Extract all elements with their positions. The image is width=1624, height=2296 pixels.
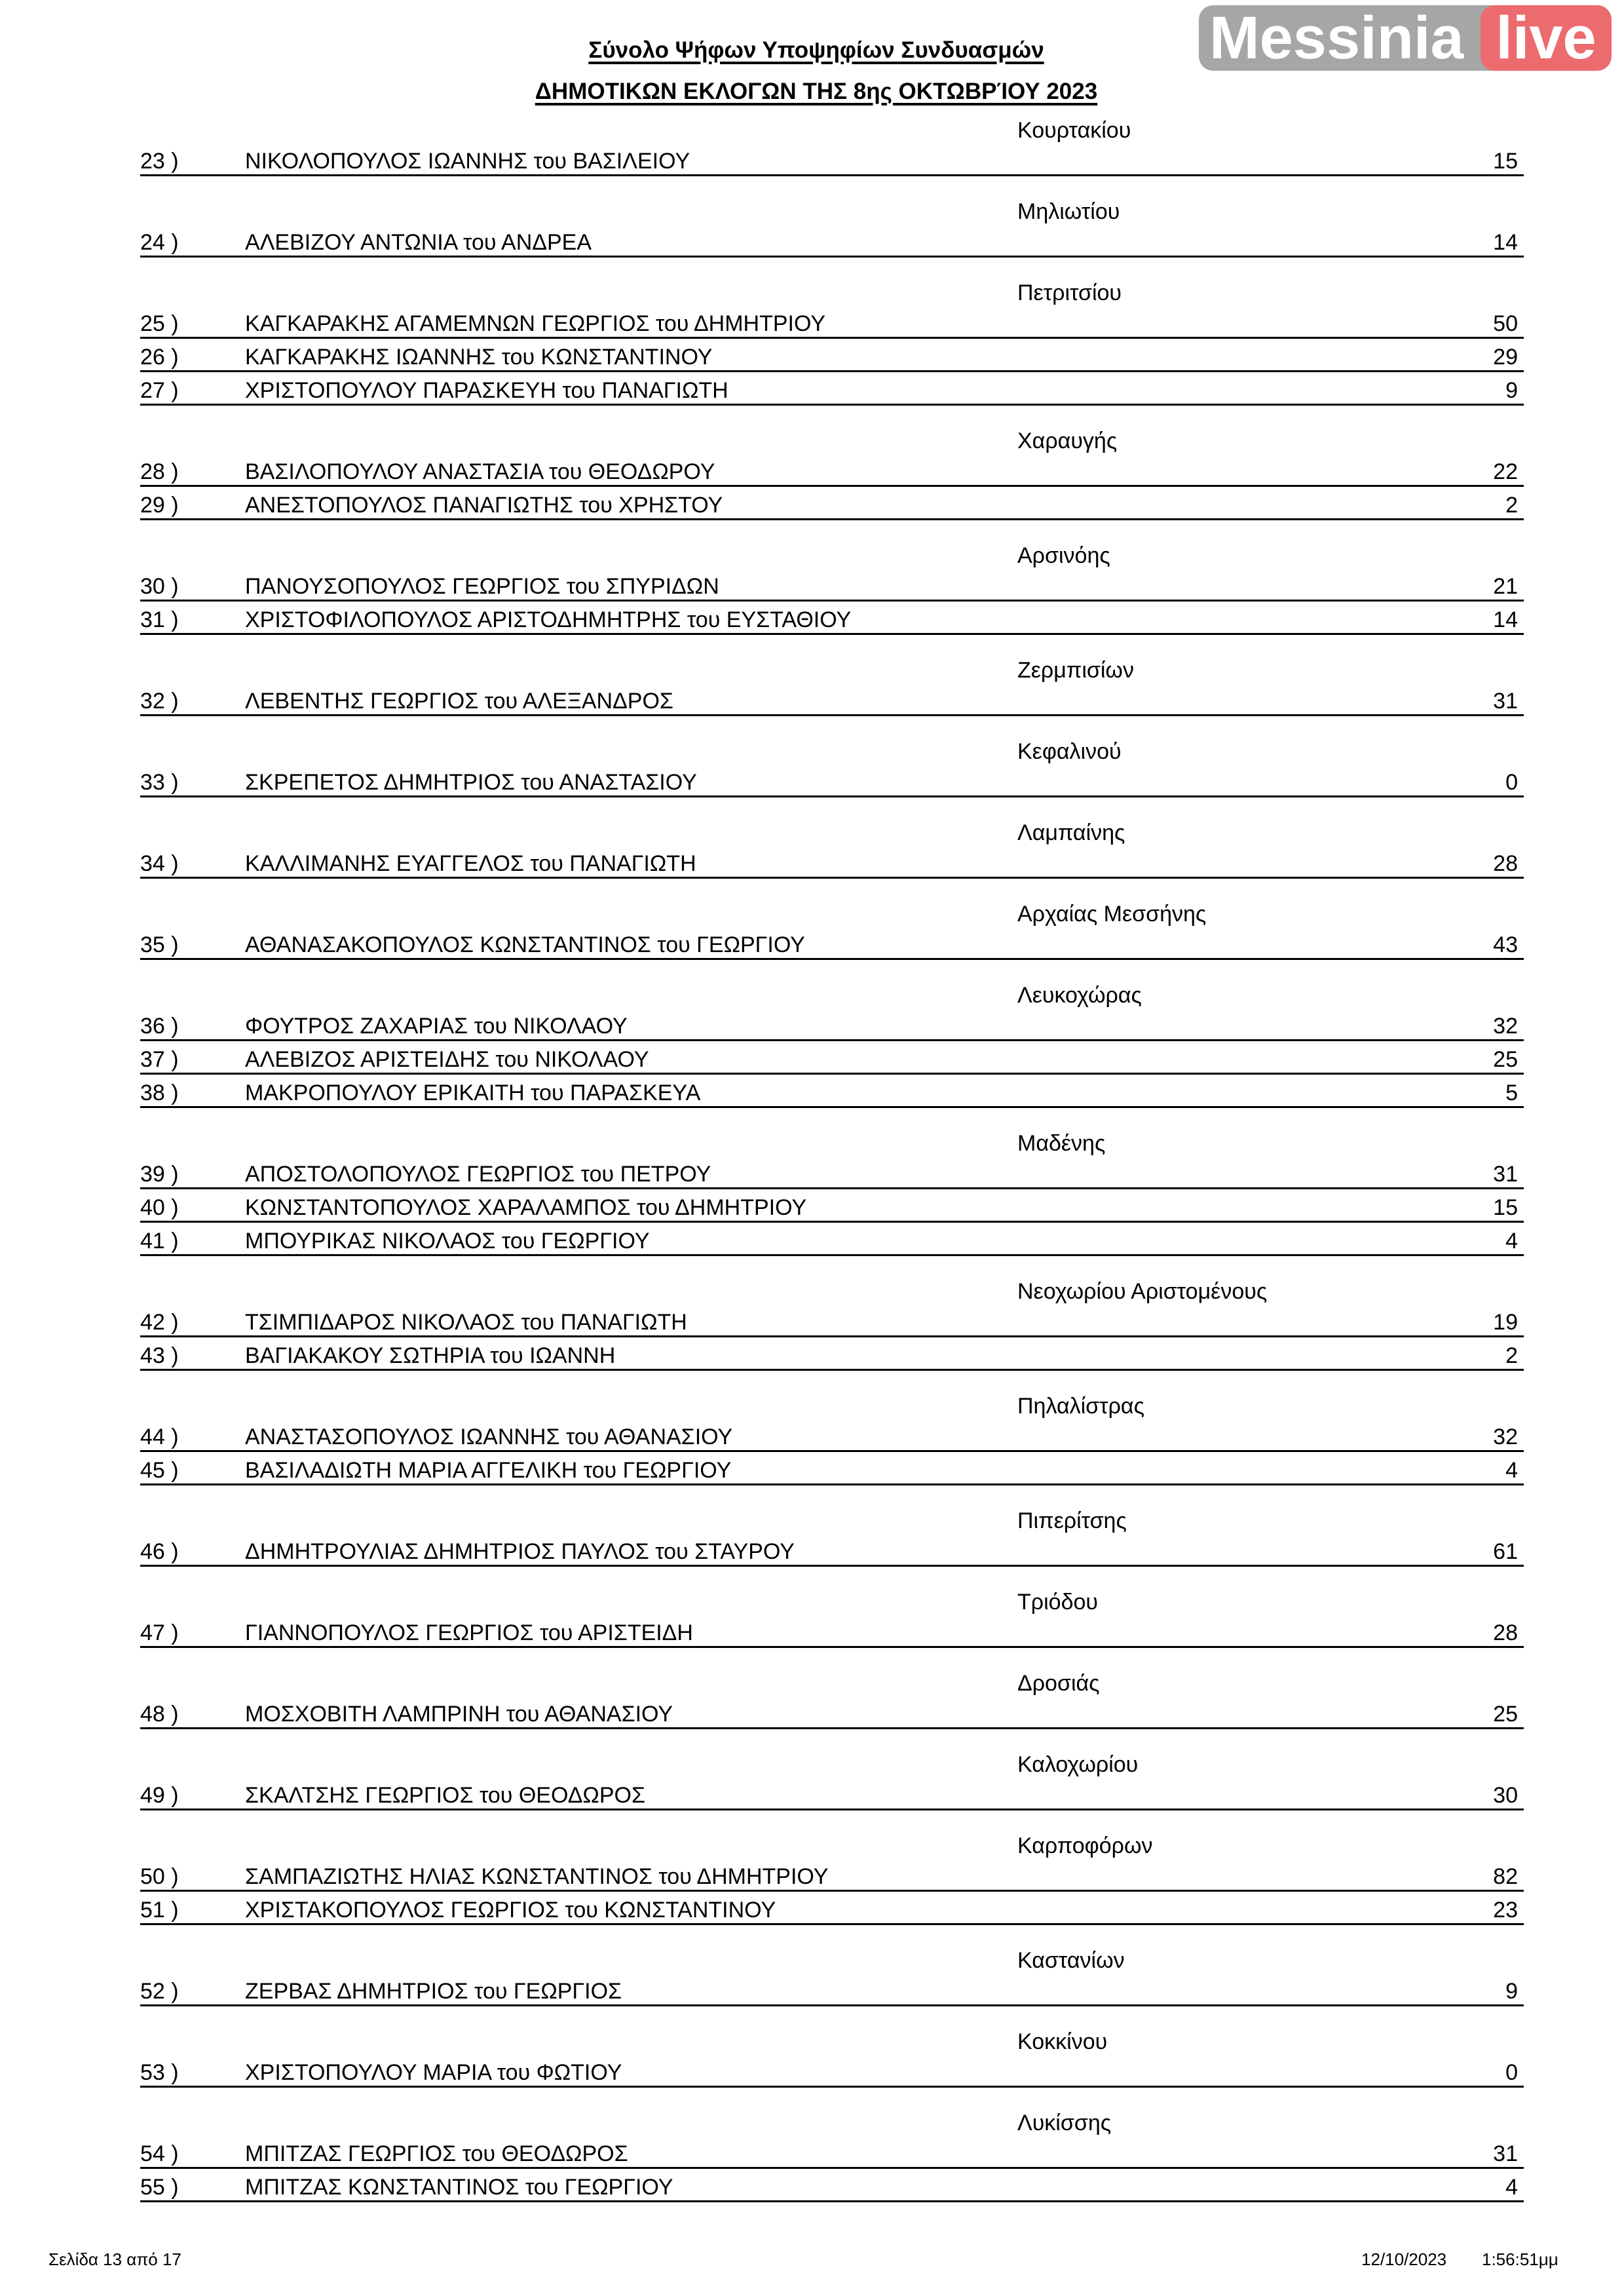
candidate-row: [140, 1309, 1524, 1337]
candidate-votes: 2: [1505, 493, 1518, 518]
candidate-votes: 15: [1493, 149, 1518, 174]
region-label: Ζερμπισίων: [1017, 658, 1134, 683]
candidate-name: ΚΑΛΛΙΜΑΝΗΣ ΕΥΑΓΓΕΛΟΣ του ΠΑΝΑΓΙΩΤΗ: [245, 851, 696, 876]
candidate-votes: 15: [1493, 1195, 1518, 1220]
region-label: Λαμπαίνης: [1017, 820, 1125, 845]
candidate-name: ΦΟΥΤΡΟΣ ΖΑΧΑΡΙΑΣ του ΝΙΚΟΛΑΟΥ: [245, 1014, 628, 1039]
candidate-number: 47 ): [140, 1620, 179, 1645]
candidate-votes: 14: [1493, 607, 1518, 632]
region-label: Λυκίσσης: [1017, 2111, 1112, 2135]
region-label: Κουρτακίου: [1017, 118, 1131, 143]
candidate-row: [140, 1620, 1524, 1648]
candidate-number: 39 ): [140, 1162, 179, 1187]
region-label: Αρχαίας Μεσσήνης: [1017, 902, 1207, 927]
candidate-votes: 82: [1493, 1864, 1518, 1889]
candidate-row: [140, 1046, 1524, 1075]
candidate-number: 45 ): [140, 1458, 179, 1483]
candidate-name: ΧΡΙΣΤΟΦΙΛΟΠΟΥΛΟΣ ΑΡΙΣΤΟΔΗΜΗΤΡΗΣ του ΕΥΣΤΑΘΙΟΥ: [245, 607, 852, 632]
candidate-number: 27 ): [140, 378, 179, 403]
document-subtitle: ΔΗΜΟΤΙΚΩΝ ΕΚΛΟΓΩΝ ΤΗΣ 8ης ΟΚΤΩΒΡΊΟΥ 2023: [535, 79, 1098, 104]
candidate-votes: 29: [1493, 345, 1518, 370]
candidate-votes: 21: [1493, 574, 1518, 599]
candidate-name: ΣΚΑΛΤΣΗΣ ΓΕΩΡΓΙΟΣ του ΘΕΟΔΩΡΟΣ: [245, 1783, 645, 1808]
candidate-name: ΜΑΚΡΟΠΟΥΛΟΥ ΕΡΙΚΑΙΤΗ του ΠΑΡΑΣΚΕΥΑ: [245, 1081, 701, 1105]
candidate-votes: 4: [1505, 2175, 1518, 2200]
candidate-name: ΚΩΝΣΤΑΝΤΟΠΟΥΛΟΣ ΧΑΡΑΛΑΜΠΟΣ του ΔΗΜΗΤΡΙΟΥ: [245, 1195, 807, 1220]
candidate-row: [140, 1228, 1524, 1256]
candidate-name: ΒΑΣΙΛΑΔΙΩΤΗ ΜΑΡΙΑ ΑΓΓΕΛΙΚΗ του ΓΕΩΡΓΙΟΥ: [245, 1458, 732, 1483]
candidate-row: [140, 459, 1524, 487]
candidate-name: ΛΕΒΕΝΤΗΣ ΓΕΩΡΓΙΟΣ του ΑΛΕΞΑΝΔΡΟΣ: [245, 689, 673, 714]
candidate-row: [140, 1080, 1524, 1108]
page-number: Σελίδα 13 από 17: [48, 2249, 181, 2269]
candidate-number: 52 ): [140, 1979, 179, 2004]
candidate-votes: 50: [1493, 311, 1518, 336]
candidate-row: [140, 1424, 1524, 1452]
candidate-number: 40 ): [140, 1195, 179, 1220]
candidate-number: 26 ): [140, 345, 179, 370]
candidate-votes: 61: [1493, 1539, 1518, 1564]
candidate-votes: 0: [1505, 2060, 1518, 2085]
region-label: Καστανίων: [1017, 1948, 1125, 1973]
candidate-name: ΧΡΙΣΤΟΠΟΥΛΟΥ ΜΑΡΙΑ του ΦΩΤΙΟΥ: [245, 2060, 622, 2085]
candidate-name: ΣΚΡΕΠΕΤΟΣ ΔΗΜΗΤΡΙΟΣ του ΑΝΑΣΤΑΣΙΟΥ: [245, 770, 697, 795]
candidate-number: 55 ): [140, 2175, 179, 2200]
candidate-number: 42 ): [140, 1310, 179, 1335]
candidate-number: 29 ): [140, 493, 179, 518]
print-time: 1:56:51μμ: [1482, 2249, 1558, 2269]
candidate-number: 41 ): [140, 1229, 179, 1253]
candidate-row: [140, 229, 1524, 258]
watermark-text-live: live: [1481, 5, 1612, 71]
candidate-number: 28 ): [140, 459, 179, 484]
candidate-row: [140, 1701, 1524, 1729]
region-label: Χαραυγής: [1017, 429, 1118, 453]
candidate-row: [140, 377, 1524, 406]
region-label: Καρποφόρων: [1017, 1833, 1153, 1858]
region-label: Μηλιωτίου: [1017, 199, 1120, 224]
candidate-name: ΝΙΚΟΛΟΠΟΥΛΟΣ ΙΩΑΝΝΗΣ του ΒΑΣΙΛΕΙΟΥ: [245, 149, 690, 174]
region-label: Αρσινόης: [1017, 543, 1110, 568]
candidate-name: ΖΕΡΒΑΣ ΔΗΜΗΤΡΙΟΣ του ΓΕΩΡΓΙΟΣ: [245, 1979, 622, 2004]
candidate-votes: 23: [1493, 1898, 1518, 1923]
region-label: Κοκκίνου: [1017, 2029, 1108, 2054]
candidate-votes: 25: [1493, 1047, 1518, 1072]
candidate-number: 54 ): [140, 2141, 179, 2166]
candidate-votes: 14: [1493, 230, 1518, 255]
watermark-text-messinia: Messinia: [1209, 5, 1464, 71]
region-label: Τριόδου: [1017, 1590, 1099, 1615]
candidate-number: 25 ): [140, 311, 179, 336]
candidate-votes: 31: [1493, 689, 1518, 714]
candidate-number: 32 ): [140, 689, 179, 714]
candidate-name: ΧΡΙΣΤΟΠΟΥΛΟΥ ΠΑΡΑΣΚΕΥΗ του ΠΑΝΑΓΙΩΤΗ: [245, 378, 728, 403]
candidate-number: 49 ): [140, 1783, 179, 1808]
candidate-name: ΚΑΓΚΑΡΑΚΗΣ ΙΩΑΝΝΗΣ του ΚΩΝΣΤΑΝΤΙΝΟΥ: [245, 345, 713, 370]
region-label: Λευκοχώρας: [1017, 983, 1142, 1008]
candidate-row: [140, 1539, 1524, 1567]
candidate-number: 46 ): [140, 1539, 179, 1564]
region-label: Νεοχωρίου Αριστομένους: [1017, 1279, 1268, 1304]
candidate-votes: 30: [1493, 1783, 1518, 1808]
region-label: Μαδένης: [1017, 1131, 1106, 1156]
candidate-votes: 32: [1493, 1425, 1518, 1449]
candidate-row: [140, 1195, 1524, 1223]
candidate-number: 53 ): [140, 2060, 179, 2085]
region-label: Κεφαλινού: [1017, 739, 1122, 764]
candidate-name: ΠΑΝΟΥΣΟΠΟΥΛΟΣ ΓΕΩΡΓΙΟΣ του ΣΠΥΡΙΔΩΝ: [245, 574, 719, 599]
candidate-number: 34 ): [140, 851, 179, 876]
candidate-votes: 31: [1493, 2141, 1518, 2166]
candidate-row: [140, 1897, 1524, 1925]
candidate-number: 43 ): [140, 1343, 179, 1368]
candidate-name: ΓΙΑΝΝΟΠΟΥΛΟΣ ΓΕΩΡΓΙΟΣ του ΑΡΙΣΤΕΙΔΗ: [245, 1620, 693, 1645]
candidate-name: ΒΑΓΙΑΚΑΚΟΥ ΣΩΤΗΡΙΑ του ΙΩΑΝΝΗ: [245, 1343, 616, 1368]
candidate-votes: 25: [1493, 1702, 1518, 1727]
candidate-row: [140, 1013, 1524, 1041]
candidate-row: [140, 344, 1524, 372]
candidate-name: ΧΡΙΣΤΑΚΟΠΟΥΛΟΣ ΓΕΩΡΓΙΟΣ του ΚΩΝΣΤΑΝΤΙΝΟΥ: [245, 1898, 776, 1923]
candidate-votes: 31: [1493, 1162, 1518, 1187]
region-label: Πιπερίτσης: [1017, 1508, 1127, 1533]
candidate-votes: 5: [1505, 1081, 1518, 1105]
candidate-row: [140, 2141, 1524, 2169]
candidate-name: ΑΛΕΒΙΖΟΥ ΑΝΤΩΝΙΑ του ΑΝΔΡΕΑ: [245, 230, 592, 255]
candidate-row: [140, 2174, 1524, 2202]
candidate-row: [140, 851, 1524, 879]
candidate-name: ΑΛΕΒΙΖΟΣ ΑΡΙΣΤΕΙΔΗΣ του ΝΙΚΟΛΑΟΥ: [245, 1047, 649, 1072]
candidate-name: ΑΝΕΣΤΟΠΟΥΛΟΣ ΠΑΝΑΓΙΩΤΗΣ του ΧΡΗΣΤΟΥ: [245, 493, 723, 518]
candidate-votes: 28: [1493, 851, 1518, 876]
candidate-row: [140, 688, 1524, 716]
candidate-votes: 22: [1493, 459, 1518, 484]
candidate-votes: 19: [1493, 1310, 1518, 1335]
candidate-row: [140, 607, 1524, 635]
candidate-name: ΔΗΜΗΤΡΟΥΛΙΑΣ ΔΗΜΗΤΡΙΟΣ ΠΑΥΛΟΣ του ΣΤΑΥΡΟΥ: [245, 1539, 795, 1564]
candidate-votes: 4: [1505, 1229, 1518, 1253]
candidate-number: 30 ): [140, 574, 179, 599]
candidate-number: 51 ): [140, 1898, 179, 1923]
candidate-name: ΑΝΑΣΤΑΣΟΠΟΥΛΟΣ ΙΩΑΝΝΗΣ του ΑΘΑΝΑΣΙΟΥ: [245, 1425, 733, 1449]
candidate-name: ΑΠΟΣΤΟΛΟΠΟΥΛΟΣ ΓΕΩΡΓΙΟΣ του ΠΕΤΡΟΥ: [245, 1162, 711, 1187]
candidate-number: 33 ): [140, 770, 179, 795]
candidate-number: 38 ): [140, 1081, 179, 1105]
candidate-row: [140, 769, 1524, 797]
candidate-name: ΜΠΙΤΖΑΣ ΚΩΝΣΤΑΝΤΙΝΟΣ του ΓΕΩΡΓΙΟΥ: [245, 2175, 673, 2200]
print-date: 12/10/2023: [1361, 2249, 1447, 2269]
candidate-number: 23 ): [140, 149, 179, 174]
candidate-name: ΜΠΟΥΡΙΚΑΣ ΝΙΚΟΛΑΟΣ του ΓΕΩΡΓΙΟΥ: [245, 1229, 650, 1253]
candidate-row: [140, 1978, 1524, 2006]
candidate-row: [140, 932, 1524, 960]
candidate-name: ΑΘΑΝΑΣΑΚΟΠΟΥΛΟΣ ΚΩΝΣΤΑΝΤΙΝΟΣ του ΓΕΩΡΓΙΟΥ: [245, 932, 805, 957]
candidate-votes: 32: [1493, 1014, 1518, 1039]
region-label: Δροσιάς: [1017, 1671, 1100, 1696]
candidate-number: 36 ): [140, 1014, 179, 1039]
candidate-row: [140, 1343, 1524, 1371]
document-title: Σύνολο Ψήφων Υποψηφίων Συνδυασμών: [588, 37, 1044, 63]
candidate-row: [140, 148, 1524, 176]
candidate-number: 50 ): [140, 1864, 179, 1889]
candidate-row: [140, 1161, 1524, 1189]
candidate-number: 37 ): [140, 1047, 179, 1072]
region-label: Πετριτσίου: [1017, 280, 1122, 305]
candidate-row: [140, 311, 1524, 339]
candidate-name: ΒΑΣΙΛΟΠΟΥΛΟΥ ΑΝΑΣΤΑΣΙΑ του ΘΕΟΔΩΡΟΥ: [245, 459, 715, 484]
candidate-votes: 28: [1493, 1620, 1518, 1645]
candidate-name: ΚΑΓΚΑΡΑΚΗΣ ΑΓΑΜΕΜΝΩΝ ΓΕΩΡΓΙΟΣ του ΔΗΜΗΤΡΙΟΥ: [245, 311, 826, 336]
candidate-row: [140, 573, 1524, 602]
candidate-number: 48 ): [140, 1702, 179, 1727]
candidate-name: ΣΑΜΠΑΖΙΩΤΗΣ ΗΛΙΑΣ ΚΩΝΣΤΑΝΤΙΝΟΣ του ΔΗΜΗΤΡΙΟΥ: [245, 1864, 829, 1889]
candidate-number: 44 ): [140, 1425, 179, 1449]
candidate-votes: 9: [1505, 1979, 1518, 2004]
candidate-row: [140, 1782, 1524, 1810]
candidate-row: [140, 492, 1524, 520]
candidate-votes: 4: [1505, 1458, 1518, 1483]
candidate-row: [140, 1457, 1524, 1485]
candidate-votes: 2: [1505, 1343, 1518, 1368]
candidate-number: 31 ): [140, 607, 179, 632]
candidate-name: ΤΣΙΜΠΙΔΑΡΟΣ ΝΙΚΟΛΑΟΣ του ΠΑΝΑΓΙΩΤΗ: [245, 1310, 687, 1335]
region-label: Πηλαλίστρας: [1017, 1394, 1144, 1419]
candidate-row: [140, 1864, 1524, 1892]
candidate-votes: 43: [1493, 932, 1518, 957]
candidate-name: ΜΟΣΧΟΒΙΤΗ ΛΑΜΠΡΙΝΗ του ΑΘΑΝΑΣΙΟΥ: [245, 1702, 673, 1727]
candidate-votes: 0: [1505, 770, 1518, 795]
candidate-name: ΜΠΙΤΖΑΣ ΓΕΩΡΓΙΟΣ του ΘΕΟΔΩΡΟΣ: [245, 2141, 628, 2166]
candidate-votes: 9: [1505, 378, 1518, 403]
candidate-number: 35 ): [140, 932, 179, 957]
candidate-row: [140, 2059, 1524, 2088]
region-label: Καλοχωρίου: [1017, 1752, 1139, 1777]
candidate-number: 24 ): [140, 230, 179, 255]
